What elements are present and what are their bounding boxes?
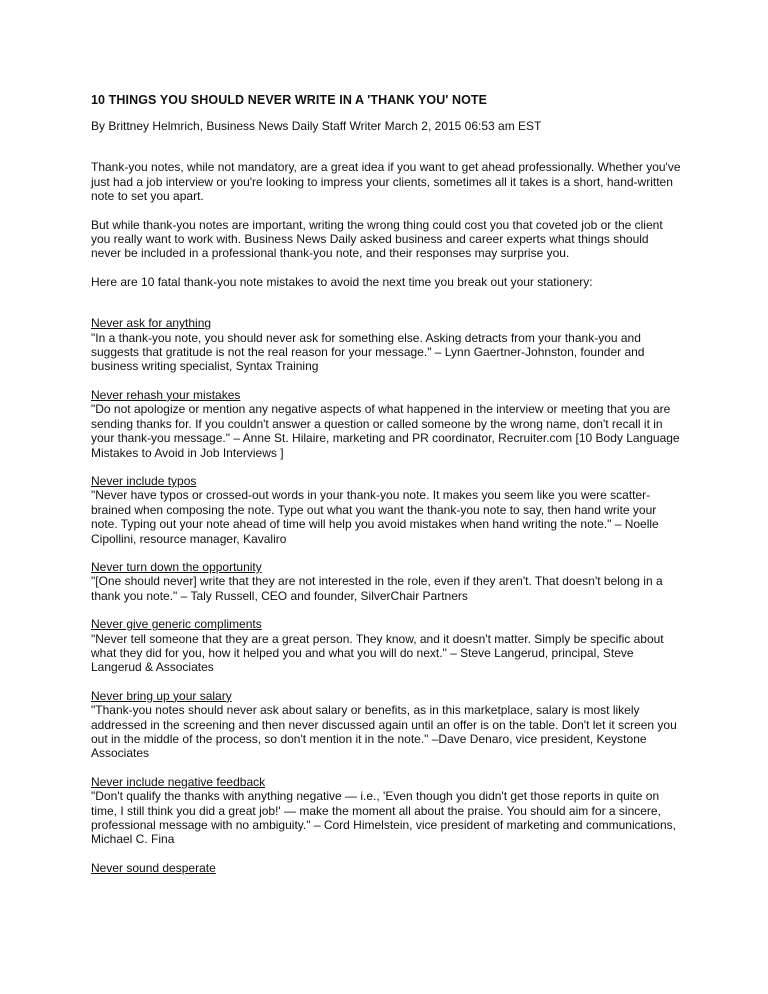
list-item: [91, 316, 681, 374]
list-item: [91, 560, 681, 603]
list-item: [91, 775, 681, 847]
item-quote: "Don't qualify the thanks with anything negative — i.e., 'Even though you didn't get those reports in quite on time, I still think you did a great job!' — make the moment all about the praise. You should aim for a sincere, professional message with no ambiguity." – Cord Himelstein, vice president of marketing and communications, Michael C. Fina: [91, 789, 676, 847]
item-heading-link[interactable]: Never rehash your mistakes: [91, 387, 241, 402]
article-title: 10 THINGS YOU SHOULD NEVER WRITE IN A 'THANK YOU' NOTE: [91, 93, 488, 107]
item-heading-link[interactable]: Never give generic compliments: [91, 617, 262, 632]
item-heading-link[interactable]: Never sound desperate: [91, 860, 216, 875]
list-item: [91, 861, 681, 875]
item-heading-link[interactable]: Never turn down the opportunity: [91, 559, 262, 574]
item-quote: "Thank-you notes should never ask about salary or benefits, as in this marketplace, salary is most likely addressed in the screening and then never discussed again until an offer is on the table. Don't let it screen you out in the middle of the process, so don't mention it in the note." –Dave Denaro, vice president, Keystone Associates: [91, 703, 677, 761]
intro-paragraph: But while thank-you notes are important, writing the wrong thing could cost you that coveted job or the client you really want to work with. Business News Daily asked business and career experts what things should never be included in a professional thank-you note, and their responses may surprise you.: [91, 217, 663, 261]
item-quote: "Never have typos or crossed-out words in your thank-you note. It makes you seem like you were scatter-brained when composing the note. Type out what you want the thank-you note to say, then hand write your note. Typing out your note ahead of time will help you avoid mistakes when hand writing the note." – Noelle Cipollini, resource manager, Kavaliro: [91, 488, 659, 546]
list-item: [91, 689, 681, 761]
intro-paragraph: Here are 10 fatal thank-you note mistakes to avoid the next time you break out your stationery:: [91, 274, 593, 289]
list-item: [91, 617, 681, 675]
list-item: [91, 474, 681, 546]
intro-paragraph: Thank-you notes, while not mandatory, are a great idea if you want to get ahead professionally. Whether you've just had a job interview or you're looking to impress your clients, sometimes all it takes is a short, hand-written note to set you apart.: [91, 160, 681, 204]
article-byline: By Brittney Helmrich, Business News Daily Staff Writer March 2, 2015 06:53 am EST: [91, 119, 542, 133]
item-heading-link[interactable]: Never ask for anything: [91, 316, 212, 331]
item-quote: "Do not apologize or mention any negative aspects of what happened in the interview or meeting that you are sending thanks for. If you couldn't answer a question or called someone by the wrong name, don't recall it in your thank-you message." – Anne St. Hilaire, marketing and PR coordinator, Recruiter.com [10 Body Language Mistakes to Avoid in Job Interviews ]: [91, 402, 680, 460]
document-page: [91, 92, 681, 889]
item-heading-link[interactable]: Never include typos: [91, 473, 197, 488]
item-heading-link[interactable]: Never bring up your salary: [91, 688, 232, 703]
item-quote: "In a thank-you note, you should never ask for something else. Asking detracts from your thank-you and suggests that gratitude is not the real reason for your message." – Lynn Gaertner-Johnston, founder and business writing specialist, Syntax Training: [91, 330, 645, 374]
item-quote: "Never tell someone that they are a great person. They know, and it doesn't matter. Simply be specific about what they did for you, how it helped you and what you will do next." – Steve Langerud, principal, Steve Langerud & Associates: [91, 631, 664, 675]
item-heading-link[interactable]: Never include negative feedback: [91, 774, 266, 789]
item-quote: "[One should never] write that they are not interested in the role, even if they aren't. That doesn't belong in a thank you note." – Taly Russell, CEO and founder, SilverChair Partners: [91, 574, 663, 603]
list-item: [91, 388, 681, 460]
